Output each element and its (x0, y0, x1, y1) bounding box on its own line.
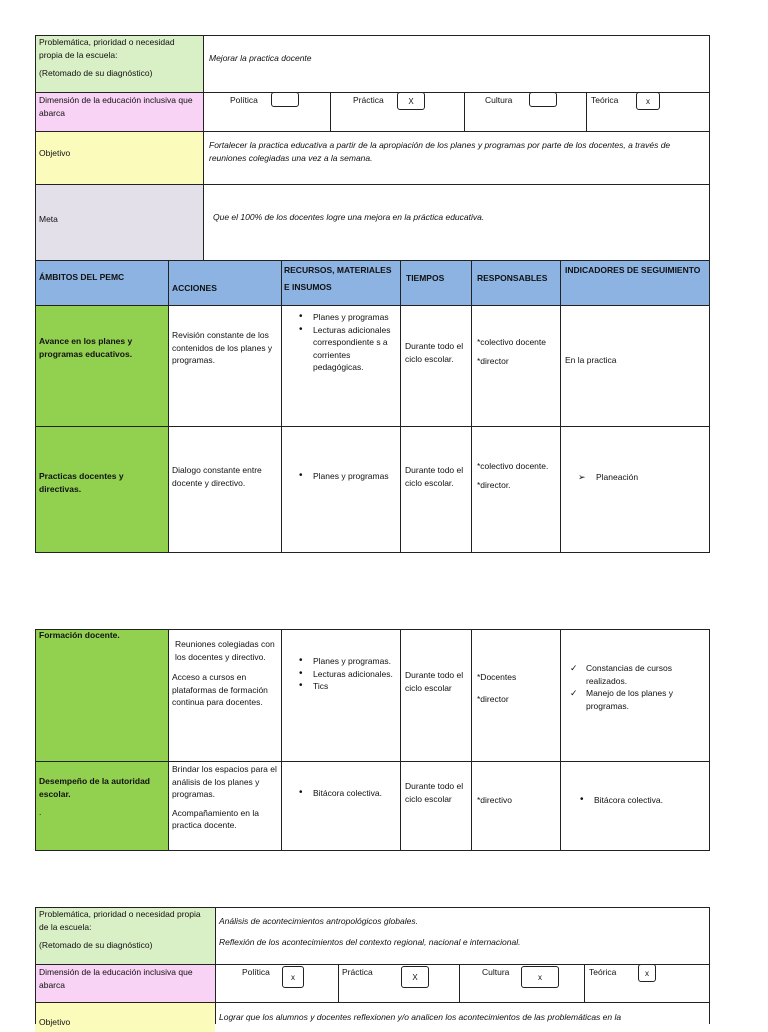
header-acciones: ACCIONES (168, 260, 281, 305)
row3-accion-1: Reuniones colegiadas con los docentes y directivo. (175, 639, 275, 662)
cultura-checkbox-2[interactable]: x (521, 966, 559, 988)
row2-indicador-item: ➢ Planeación (560, 471, 709, 484)
row3-responsables (471, 629, 560, 761)
row3-recurso-item: • Tics (287, 680, 397, 693)
row3-recurso-item: • Lecturas adicionales. (287, 668, 397, 681)
practica-label: Práctica (353, 95, 384, 105)
teorica-label-2: Teórica (589, 967, 617, 977)
row4-accion-1: Brindar los espacios para el análisis de los planes y programas. (172, 764, 277, 799)
row3-indicador-item: ✓ Manejo de los planes y programas. (560, 687, 705, 712)
cultura-checkbox[interactable] (529, 92, 557, 107)
row4-responsables (471, 761, 560, 850)
politica-checkbox-2[interactable]: x (282, 966, 304, 988)
row1-recurso-item: • Planes y programas (287, 311, 397, 324)
row3-ambito: Formación docente. (35, 629, 168, 761)
row2-ambito: Practicas docentes y directivas. (35, 426, 168, 552)
cultura-label: Cultura (485, 95, 513, 105)
row4-indicadores (560, 761, 709, 850)
problematica-label-2-line-2: (Retomado de su diagnóstico) (39, 940, 153, 950)
problematica-value: Mejorar la practica docente (209, 53, 312, 63)
meta-label: Meta (35, 184, 203, 260)
row1-recurso-item: • Lecturas adicionales correspondiente s a corrientes pedagógicas. (287, 324, 397, 374)
objetivo-value-2: Lograr que los alumnos y docentes reflexionen y/o analicen los acontecimientos de las problemáticas en la (219, 1012, 622, 1022)
dimension-label: Dimensión de la educación inclusiva que abarca (35, 92, 203, 131)
problematica-label (35, 35, 203, 92)
problematica-label-line-2: (Retomado de su diagnóstico) (39, 68, 153, 78)
row2-recurso-item: • Planes y programas (287, 470, 397, 483)
row1-responsable-1: *colectivo docente (477, 337, 546, 347)
row1-responsable-2: *director (477, 356, 509, 366)
row1-recursos (281, 305, 400, 426)
politica-label: Política (230, 95, 258, 105)
row2-responsable-2: *director. (477, 480, 511, 490)
politica-label-2: Política (242, 967, 270, 977)
row3-indicador-item: ✓ Constancias de cursos realizados. (560, 662, 705, 687)
header-ambitos: ÁMBITOS DEL PEMC (35, 260, 168, 305)
cultura-label-2: Cultura (482, 967, 510, 977)
problematica-label-2-line-1: Problemática, prioridad o necesidad propia de la escuela: (39, 909, 201, 932)
row2-indicadores (560, 426, 709, 552)
header-recursos: RECURSOS, MATERIALES E INSUMOS (281, 260, 400, 305)
row3-accion-2: Acceso a cursos en plataformas de formación continua para docentes. (172, 672, 268, 707)
row1-ambito: Avance en los planes y programas educativos. (35, 305, 168, 426)
row4-recurso-item: • Bitácora colectiva. (287, 787, 397, 800)
problematica-value-2-line-1: Análisis de acontecimientos antropológicos globales. (219, 916, 418, 926)
row3-responsable-2: *director (477, 694, 509, 704)
row1-tiempos: Durante todo el ciclo escolar. (405, 341, 464, 364)
objetivo-label-2: Objetivo (35, 1002, 215, 1032)
problematica-label-2 (35, 907, 215, 964)
row2-acciones: Dialogo constante entre docente y directivo. (172, 465, 262, 488)
header-responsables: RESPONSABLES (471, 260, 560, 305)
row3-responsable-1: *Docentes (477, 672, 517, 682)
objetivo-value: Fortalecer la practica educativa a partir de la apropiación de los planes y programas por parte de los docentes, a través de reuniones colegiadas una vez a la semana. (209, 140, 671, 163)
practica-checkbox[interactable]: X (397, 92, 425, 110)
dimension-options (203, 92, 709, 131)
problematica-value-2-line-2: Reflexión de los acontecimientos del contexto regional, nacional e internacional. (219, 936, 521, 947)
row3-recursos (281, 629, 400, 761)
row2-recursos (281, 426, 400, 552)
row4-responsable-1: *directivo (477, 795, 512, 805)
row4-indicador-item: • Bitácora colectiva. (568, 794, 705, 807)
row3-tiempos: Durante todo el ciclo escolar (405, 670, 464, 693)
row4-ambito-title: Desempeño de la autoridad escolar. (39, 776, 150, 799)
row4-accion-2: Acompañamiento en la practica docente. (172, 807, 259, 830)
row3-acciones (168, 629, 281, 761)
header-indicadores: INDICADORES DE SEGUIMIENTO (560, 260, 709, 305)
row1-responsables (471, 305, 560, 426)
row4-recursos (281, 761, 400, 850)
row1-acciones: Revisión constante de los contenidos de los planes y programas. (172, 330, 273, 365)
row2-responsable-1: *colectivo docente. (477, 461, 549, 471)
meta-value: Que el 100% de los docentes logre una mejora en la práctica educativa. (213, 212, 485, 222)
row4-acciones (168, 761, 281, 850)
practica-checkbox-2[interactable]: X (401, 966, 429, 988)
objetivo-label: Objetivo (35, 131, 203, 184)
row3-indicadores (560, 629, 709, 761)
row2-tiempos: Durante todo el ciclo escolar. (405, 465, 464, 488)
header-tiempos: TIEMPOS (400, 260, 471, 305)
practica-label-2: Práctica (342, 967, 373, 977)
teorica-label: Teórica (591, 95, 619, 105)
teorica-checkbox-2[interactable]: x (638, 964, 656, 982)
row1-indicadores: En la practica (565, 355, 617, 365)
row4-ambito (35, 761, 168, 850)
dimension-label-2: Dimensión de la educación inclusiva que abarca (35, 964, 215, 1002)
teorica-checkbox[interactable]: x (636, 92, 660, 110)
row2-responsables (471, 426, 560, 552)
problematica-label-line-1: Problemática, prioridad o necesidad propia de la escuela: (39, 37, 175, 60)
problematica-value-2 (215, 907, 709, 964)
row4-tiempos: Durante todo el ciclo escolar (405, 781, 464, 804)
politica-checkbox[interactable] (271, 92, 299, 107)
row4-ambito-extra: . (39, 807, 42, 817)
dimension-options-2 (215, 964, 709, 1002)
row3-recurso-item: • Planes y programas. (287, 655, 397, 668)
